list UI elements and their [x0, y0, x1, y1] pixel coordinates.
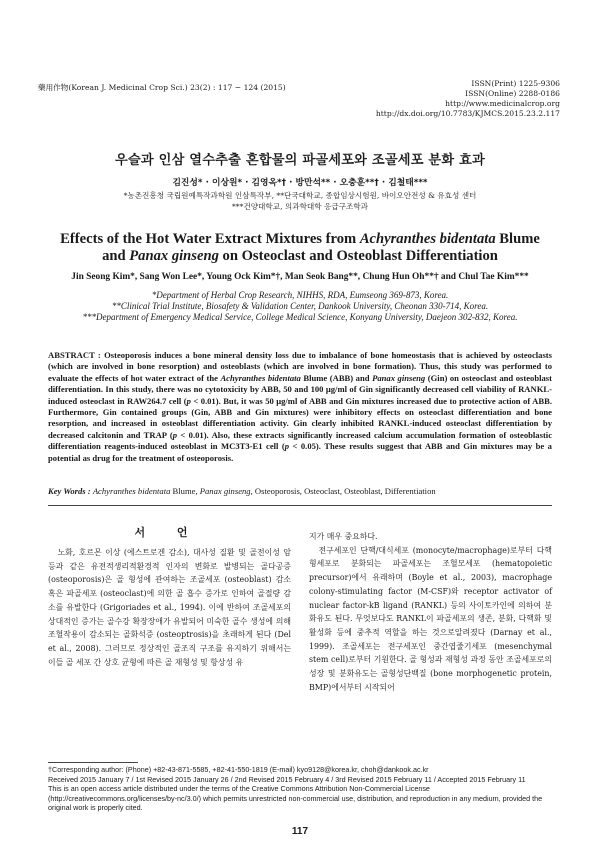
- keyword-species: Achyranthes bidentata: [92, 486, 171, 496]
- abstract-text: Osteoporosis induces a bone mineral density loss due to imbalance of bone homeostasis that is achieved by osteoclasts (which are involved in bone resorption) and osteoblasts (which are involved in bone formation). Thus, this study was performed to evaluate the effects of hot water extract of the: [48, 350, 552, 383]
- english-authors: Jin Seong Kim*, Sang Won Lee*, Young Ock Kim*†, Man Seok Bang**, Chung Hun Oh**† and Chul Tae Kim***: [71, 272, 529, 282]
- english-title: [0, 231, 600, 265]
- abstract-italic: Panax ginseng: [372, 372, 426, 383]
- issn-online: ISSN(Online) 2288-0186: [465, 89, 560, 98]
- title-text: Blume: [495, 231, 540, 247]
- english-affiliation-2: **Clinical Trial Institute, Biosafety & Validation Center, Dankook University, Cheonan 330-714, Korea.: [111, 301, 489, 312]
- abstract-text: < 0.01). Also, these extracts significantly increased calcium accumulation formation of osteoblastic differentiation reagents-induced osteoblast in MC3T3-E1 cell (: [48, 429, 553, 452]
- english-title-line-2: [0, 248, 600, 265]
- license-notice: This is an open access article distributed under the terms of the Creative Commons Attribution Non-Commercial License (http://creativecommons.org/licenses/by-nc/3.0/) which permits unrestricted non-commercial use, distribution, and reproduction in any medium, provided the original work is properly cited.: [48, 784, 543, 813]
- abstract-text: < 0.01). But, it was 50 μg/ml of ABB and Gin mixtures increased due to protective action of ABB. Furthermore, Gin contained groups (Gin, ABB and Gin mixtures) were inhibitory effects on osteoclast differentiation and bone resorption, and increased in osteoblast differentiation activity. Gin clearly inhibited RANKL-induced osteoclast differentiation by decreased calcitonin and TRAP (: [48, 395, 552, 440]
- korean-authors: 김진성* · 이상원* · 김영옥*† · 방만석** · 오충훈**† · 김철태***: [172, 178, 428, 188]
- korean-affiliation-2: ***건양대학교, 의과학대학 응급구조학과: [232, 201, 368, 211]
- section-divider: [48, 505, 552, 506]
- journal-identifiers: [376, 79, 560, 119]
- doi-link[interactable]: http://dx.doi.org/10.7783/KJMCS.2015.23.2.117: [375, 109, 560, 118]
- english-title-line-1: [0, 231, 600, 248]
- footnote-divider: [48, 762, 138, 763]
- english-affiliation-1: *Department of Herbal Crop Research, NIHHS, RDA, Eumseong 369-873, Korea.: [151, 290, 449, 300]
- keyword-text: , Osteoporosis, Osteoclast, Osteoblast, Differentiation: [250, 486, 436, 496]
- journal-citation: 藥用作物(Korean J. Medicinal Crop Sci.) 23(2) : 117 − 124 (2015): [38, 83, 286, 92]
- footnote: [48, 765, 553, 813]
- abstract-italic: Achyranthes bidentata: [220, 372, 301, 383]
- title-species-2: Panax ginseng: [129, 248, 219, 264]
- abstract-text: Blume (ABB) and: [300, 372, 373, 383]
- abstract-label: ABSTRACT :: [48, 350, 105, 360]
- title-text: and: [102, 248, 130, 264]
- page-number: 117: [291, 826, 309, 837]
- korean-title: 우슬과 인삼 열수추출 혼합물의 파골세포와 조골세포 분화 효과: [115, 153, 485, 168]
- body-left-column: [48, 546, 291, 669]
- keyword-text: Blume,: [170, 486, 200, 496]
- english-affiliations: [0, 290, 600, 324]
- abstract-italic: p: [172, 429, 178, 440]
- corresponding-author: †Corresponding author: (Phone) +82-43-871-5585, +82-41-550-1819 (E-mail) kyo9128@korea.kr, choh@dankook.ac.kr: [48, 765, 429, 774]
- body-paragraph: 지가 매우 중요하다.: [309, 532, 378, 541]
- abstract-text: (Gin) on osteoclast and osteoblast differentiation. In this study, there was no cytotoxicity by ABB, 50 and 100 μg/ml of Gin significantly decreased cell viability of RANKL-induced osteoclast in RAW264.7 cell (: [48, 372, 552, 406]
- abstract-text: < 0.05). These results suggest that ABB and Gin mixtures may be a potential as drug for the treatment of osteoporosis.: [48, 441, 552, 463]
- received-dates: Received 2015 January 7 / 1st Revised 2015 January 26 / 2nd Revised 2015 February 4 / 3rd Revised 2015 February 11 / Accepted 2015 February 11: [48, 774, 526, 784]
- english-affiliation-3: ***Department of Emergency Medical Service, College Medical Science, Konyang University, Daejeon 302-832, Korea.: [82, 312, 518, 323]
- title-species-1: Achyranthes bidentata: [359, 231, 496, 247]
- section-heading-introduction: 서 언: [134, 526, 202, 539]
- abstract-italic: p: [284, 441, 290, 452]
- title-text: Effects of the Hot Water Extract Mixtures from: [60, 231, 360, 247]
- korean-affiliations: [0, 191, 600, 212]
- keywords-label: Key Words :: [48, 486, 93, 496]
- body-right-column: [309, 530, 552, 694]
- body-paragraph: 노화, 호르몬 이상 (에스트로겐 감소), 대사성 질환 및 골전이성 암 등과 같은 유전적생리적환경적 인자의 변화로 발병되는 골다공증 (osteoporosis)은 골 형성에 관여하는 조골세포 (osteoblast) 감소 혹은 파골세포 (osteoclast)에 의한 골 흡수 증가로 인하여 골절량 감소를 유발한다 (Grigoriades et al., 1994). 이에 반하여 조골세포의 상대적인 증가는 골수강 확장장애가 유발되어 미숙한 골수 생성에 의해 조혈작용이 감소되는 골화석증 (osteoptrosis)을 초래하게 된다 (Del et al., 2008). 그러므로 정상적인 골조직 구조를 유지하기 위해서는 이들 골 세포 간 상호 균형에 따른 골 재형성 및 항상성 유: [48, 548, 291, 667]
- keyword-species: Panax ginseng: [199, 486, 251, 496]
- abstract-italic: p: [186, 395, 191, 406]
- abstract: [48, 350, 552, 464]
- title-text: on Osteoclast and Osteoblast Differentiation: [218, 248, 498, 264]
- body-paragraph: 전구세포인 단핵/대식세포 (monocyte/macrophage)로부터 다핵형세포로 분화되는 파골세포는 조혈모세포 (hematopoietic precursor)에서 유래하며 (Boyle et al., 2003), macrophage colony-stimulating factor (M-CSF)와 receptor activator of nuclear factor-kB ligand (RANKL) 등의 사이토카인에 의하여 분화유도 된다. 무엇보다도 RANKL이 파골세포의 생존, 분화, 다핵화 및 활성화 등에 중추적 역할을 하는 것으로알려졌다 (Darnay et al., 1999). 조골세포는 전구세포인 중간엽줄기세포 (mesenchymal stem cell)로부터 기원한다. 골 형성과 재형성 과정 동안 조골세포로의 성장 및 분화유도는 골형성단백질 (bone morphogenetic protein, BMP)에서부터 시작되어: [309, 545, 552, 692]
- korean-affiliation-1: *농촌진흥청 국립원예특작과학원 인삼특작부, **단국대학교, 종합임상시험원, 바이오안전성 & 유효성 센터: [123, 191, 477, 200]
- keywords: [48, 486, 552, 496]
- issn-print: ISSN(Print) 1225-9306: [471, 79, 560, 88]
- journal-url[interactable]: http://www.medicinalcrop.org: [445, 99, 560, 108]
